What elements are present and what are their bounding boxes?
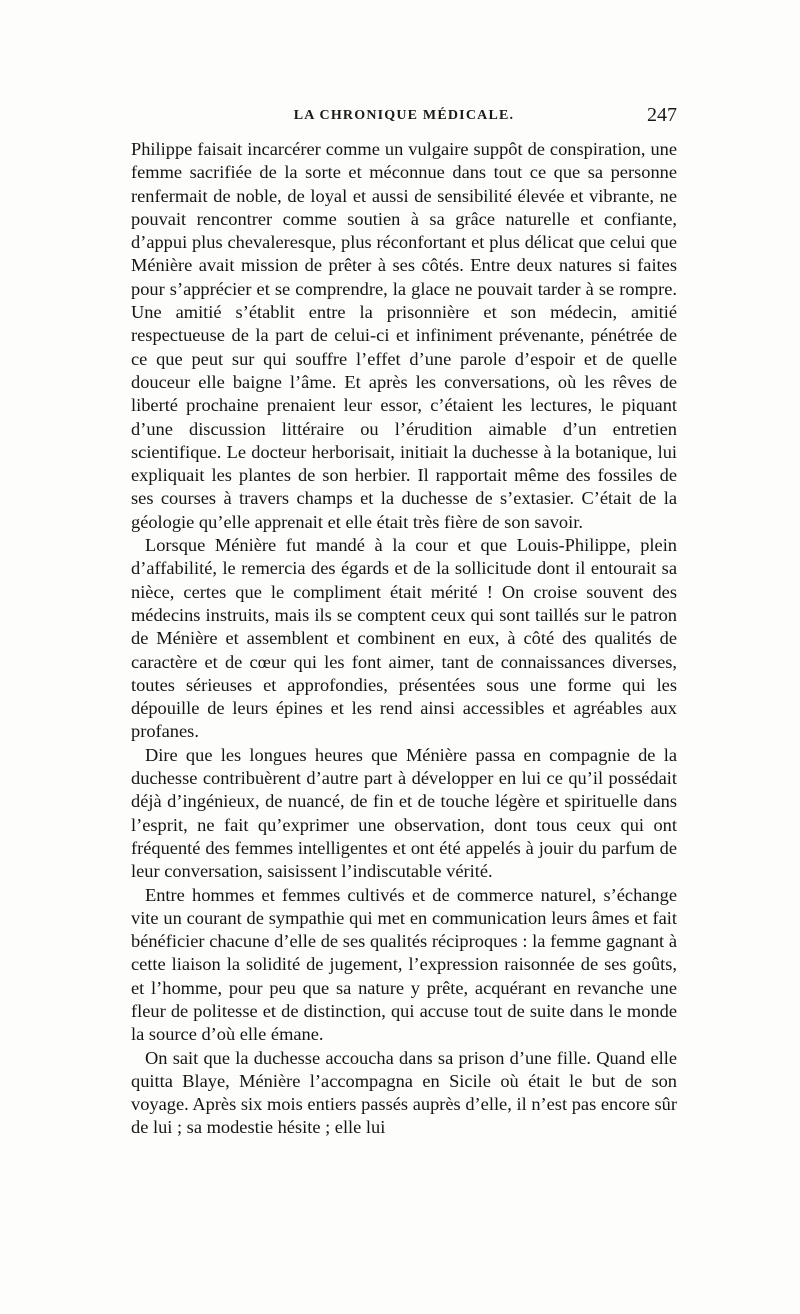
paragraph: On sait que la duchesse accoucha dans sa prison d’une fille. Quand elle quitta Blaye, Ménière l’accompagna en Sicile où était le but de son voyage. Après six mois entiers passés auprès d’elle, il n’est pas encore sûr de lui ; sa modestie hésite ; elle lui: [131, 1047, 677, 1138]
running-title: LA CHRONIQUE MÉDICALE.: [293, 108, 515, 123]
body-text: [131, 138, 677, 1140]
page-header: [131, 104, 677, 130]
page-number: 247: [647, 104, 677, 126]
paragraph: Entre hommes et femmes cultivés et de commerce naturel, s’échange vite un courant de sympathie qui met en communication leurs âmes et fait bénéficier chacune d’elle de ses qualités réciproques : la femme gagnant à cette liaison la solidité de jugement, l’expression raisonnée de ses goûts, et l’homme, pour peu que sa nature y prête, acquérant en revanche une fleur de politesse et de distinction, qui accuse tout de suite dans le monde la source d’où elle émane.: [131, 884, 677, 1045]
paragraph: Philippe faisait incarcérer comme un vulgaire suppôt de conspiration, une femme sacrifiée de la sorte et méconnue dans tout ce que sa personne renfermait de noble, de loyal et aussi de sensibilité élevée et vibrante, ne pouvait rencontrer comme soutien à sa grâce naturelle et confiante, d’appui plus chevaleresque, plus réconfortant et plus délicat que celui que Ménière avait mission de prêter à ses côtés. Entre deux natures si faites pour s’apprécier et se comprendre, la glace ne pouvait tarder à se rompre. Une amitié s’établit entre la prisonnière et son médecin, amitié respectueuse de la part de celui-ci et infiniment prévenante, pénétrée de ce que peut sur qui souffre l’effet d’une parole d’espoir et de quelle douceur elle baigne l’âme. Et après les conversations, où les rêves de liberté prochaine prenaient leur essor, c’étaient les lectures, le piquant d’une discussion littéraire ou l’érudition aimable d’un entretien scientifique. Le docteur herborisait, initiait la duchesse à la botanique, lui expliquait les plantes de son herbier. Il rapportait même des fossiles de ses courses à travers champs et la duchesse de s’extasier. C’était de la géologie qu’elle apprenait et elle était très fière de son savoir.: [131, 139, 677, 532]
paragraph: Lorsque Ménière fut mandé à la cour et que Louis-Philippe, plein d’affabilité, le remercia des égards et de la sollicitude dont il entourait sa nièce, certes que le compliment était mérité ! On croise souvent des médecins instruits, mais ils se comptent ceux qui sont taillés sur le patron de Ménière et assemblent et combinent en eux, à côté des qualités de caractère et de cœur qui les font aimer, tant de connaissances diverses, toutes sérieuses et approfondies, présentées sous une forme qui les dépouille de leurs épines et les rend ainsi accessibles et agréables aux profanes.: [131, 535, 677, 742]
paragraph: Dire que les longues heures que Ménière passa en compagnie de la duchesse contribuèrent d’autre part à développer en lui ce qu’il possédait déjà d’ingénieux, de nuancé, de fin et de touche légère et spirituelle dans l’esprit, ne fait qu’exprimer une observation, dont tous ceux qui ont fréquenté des femmes intelligentes et ont été appelés à jouir du parfum de leur conversation, saisissent l’indiscutable vérité.: [131, 744, 677, 882]
